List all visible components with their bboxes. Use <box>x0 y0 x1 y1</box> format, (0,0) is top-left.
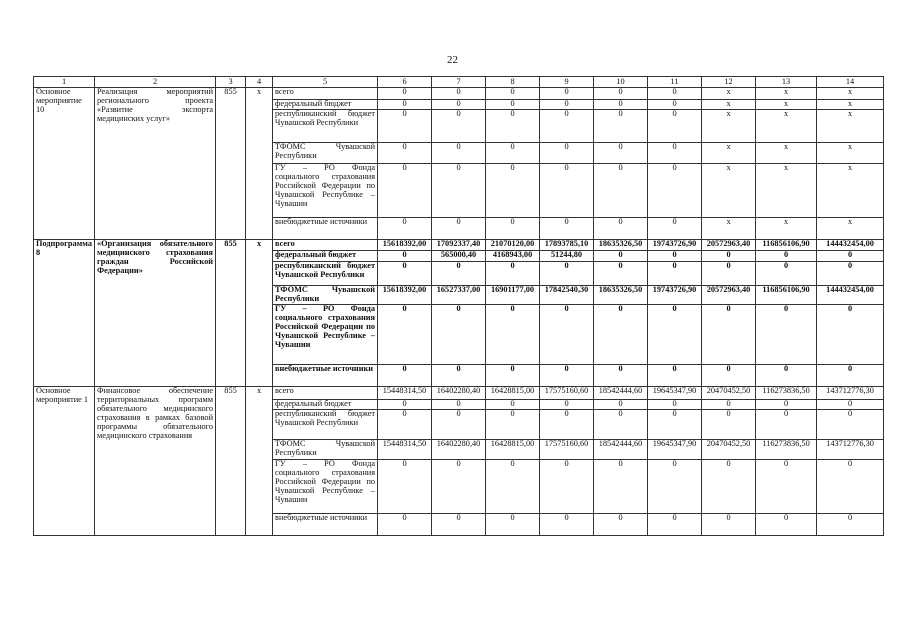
amount-cell: 0 <box>378 460 432 514</box>
amount-cell: 17575160,60 <box>540 387 594 400</box>
amount-cell: 0 <box>594 88 648 100</box>
amount-cell: 0 <box>648 460 702 514</box>
amount-cell: 0 <box>702 460 756 514</box>
amount-cell: 0 <box>594 305 648 365</box>
column-header: 6 <box>378 77 432 88</box>
amount-cell: x <box>817 164 884 218</box>
amount-cell: 16901177,00 <box>486 286 540 305</box>
amount-cell: 0 <box>486 143 540 164</box>
amount-cell: 19743726,90 <box>648 286 702 305</box>
column-header: 10 <box>594 77 648 88</box>
amount-cell: 0 <box>594 218 648 240</box>
amount-cell: x <box>756 88 817 100</box>
column-header: 1 <box>34 77 95 88</box>
amount-cell: 0 <box>540 262 594 286</box>
amount-cell: 20470452,50 <box>702 440 756 460</box>
amount-cell: 19743726,90 <box>648 240 702 251</box>
amount-cell: 0 <box>378 514 432 536</box>
amount-cell: 0 <box>432 218 486 240</box>
amount-cell: 4168943,00 <box>486 251 540 262</box>
amount-cell: 0 <box>540 218 594 240</box>
amount-cell: 0 <box>702 305 756 365</box>
amount-cell: x <box>817 143 884 164</box>
amount-cell: 0 <box>432 262 486 286</box>
amount-cell: 116273836,50 <box>756 387 817 400</box>
amount-cell: 143712776,30 <box>817 440 884 460</box>
funding-source: федеральный бюджет <box>273 100 378 110</box>
amount-cell: 0 <box>702 400 756 410</box>
amount-cell: 18542444,60 <box>594 387 648 400</box>
funding-source: федеральный бюджет <box>273 400 378 410</box>
amount-cell: 51244,80 <box>540 251 594 262</box>
amount-cell: 0 <box>817 514 884 536</box>
marker-cell: x <box>246 240 273 387</box>
amount-cell: x <box>756 143 817 164</box>
amount-cell: 0 <box>432 164 486 218</box>
amount-cell: 15448314,50 <box>378 440 432 460</box>
amount-cell: 0 <box>378 218 432 240</box>
amount-cell: 0 <box>486 460 540 514</box>
column-header: 4 <box>246 77 273 88</box>
column-header: 12 <box>702 77 756 88</box>
amount-cell: 0 <box>594 365 648 387</box>
amount-cell: 0 <box>648 88 702 100</box>
amount-cell: 19645347,90 <box>648 440 702 460</box>
amount-cell: 565000,40 <box>432 251 486 262</box>
program-code: Основное мероприятие 1 <box>34 387 95 536</box>
amount-cell: 0 <box>648 410 702 440</box>
amount-cell: x <box>702 88 756 100</box>
amount-cell: 0 <box>378 88 432 100</box>
funding-source: внебюджетные источники <box>273 514 378 536</box>
amount-cell: 0 <box>648 262 702 286</box>
amount-cell: 0 <box>817 262 884 286</box>
amount-cell: 0 <box>486 400 540 410</box>
amount-cell: 0 <box>432 305 486 365</box>
budget-table <box>33 76 884 536</box>
program-name: Реализация мероприятий регионального проекта «Развитие экспорта медицинских услуг» <box>95 88 216 240</box>
amount-cell: 0 <box>432 410 486 440</box>
amount-cell: x <box>817 88 884 100</box>
amount-cell: 0 <box>648 365 702 387</box>
amount-cell: 144432454,00 <box>817 240 884 251</box>
amount-cell: 0 <box>378 110 432 143</box>
funding-source: республиканский бюджет Чувашской Республики <box>273 410 378 440</box>
amount-cell: 0 <box>540 110 594 143</box>
funding-source: республиканский бюджет Чувашской Республики <box>273 262 378 286</box>
amount-cell: 0 <box>432 143 486 164</box>
amount-cell: 0 <box>432 88 486 100</box>
column-header: 7 <box>432 77 486 88</box>
table-row <box>34 387 884 400</box>
amount-cell: 0 <box>378 262 432 286</box>
funding-source: внебюджетные источники <box>273 218 378 240</box>
funding-source: внебюджетные источники <box>273 365 378 387</box>
amount-cell: 0 <box>594 164 648 218</box>
amount-cell: x <box>756 110 817 143</box>
amount-cell: 0 <box>702 410 756 440</box>
amount-cell: 16527337,00 <box>432 286 486 305</box>
amount-cell: 17575160,60 <box>540 440 594 460</box>
amount-cell: 0 <box>486 218 540 240</box>
amount-cell: x <box>702 143 756 164</box>
amount-cell: 0 <box>756 262 817 286</box>
amount-cell: 0 <box>756 305 817 365</box>
amount-cell: 15618392,00 <box>378 286 432 305</box>
amount-cell: 0 <box>756 514 817 536</box>
amount-cell: 0 <box>756 410 817 440</box>
amount-cell: 0 <box>648 251 702 262</box>
amount-cell: 17842540,30 <box>540 286 594 305</box>
budget-code: 855 <box>216 387 246 536</box>
column-header: 5 <box>273 77 378 88</box>
amount-cell: 144432454,00 <box>817 286 884 305</box>
amount-cell: 0 <box>817 460 884 514</box>
amount-cell: 0 <box>594 110 648 143</box>
amount-cell: 0 <box>540 305 594 365</box>
amount-cell: x <box>702 218 756 240</box>
amount-cell: 16402280,40 <box>432 387 486 400</box>
amount-cell: 0 <box>648 110 702 143</box>
program-name: Финансовое обеспечение территориальных программ обязательного медицинского страхования в рамках базовой программы обязательного медицинского страхования <box>95 387 216 536</box>
amount-cell: 0 <box>648 400 702 410</box>
amount-cell: 0 <box>486 514 540 536</box>
amount-cell: 0 <box>378 100 432 110</box>
amount-cell: 0 <box>540 400 594 410</box>
amount-cell: 0 <box>378 251 432 262</box>
amount-cell: 18635326,50 <box>594 240 648 251</box>
amount-cell: 0 <box>817 400 884 410</box>
amount-cell: 0 <box>486 262 540 286</box>
amount-cell: 0 <box>648 218 702 240</box>
amount-cell: 0 <box>432 365 486 387</box>
marker-cell: x <box>246 88 273 240</box>
amount-cell: x <box>817 218 884 240</box>
amount-cell: x <box>702 100 756 110</box>
amount-cell: 0 <box>817 365 884 387</box>
column-header: 3 <box>216 77 246 88</box>
amount-cell: 20572963,40 <box>702 286 756 305</box>
amount-cell: 0 <box>540 410 594 440</box>
amount-cell: 0 <box>648 164 702 218</box>
program-code: Основное мероприятие 10 <box>34 88 95 240</box>
amount-cell: 0 <box>378 143 432 164</box>
program-name: «Организация обязательного медицинского страхования граждан Российской Федерации» <box>95 240 216 387</box>
program-code: Подпрограмма 8 <box>34 240 95 387</box>
amount-cell: 0 <box>486 410 540 440</box>
funding-source: всего <box>273 88 378 100</box>
budget-code: 855 <box>216 88 246 240</box>
amount-cell: x <box>756 100 817 110</box>
amount-cell: 16402280,40 <box>432 440 486 460</box>
amount-cell: 0 <box>486 365 540 387</box>
amount-cell: 17092337,40 <box>432 240 486 251</box>
amount-cell: 0 <box>540 365 594 387</box>
amount-cell: 0 <box>378 410 432 440</box>
amount-cell: x <box>702 110 756 143</box>
amount-cell: 0 <box>756 251 817 262</box>
column-header: 9 <box>540 77 594 88</box>
amount-cell: x <box>756 164 817 218</box>
amount-cell: x <box>756 218 817 240</box>
amount-cell: 0 <box>432 100 486 110</box>
amount-cell: 19645347,90 <box>648 387 702 400</box>
amount-cell: 0 <box>540 88 594 100</box>
amount-cell: 0 <box>378 164 432 218</box>
amount-cell: 0 <box>540 164 594 218</box>
amount-cell: 0 <box>648 305 702 365</box>
amount-cell: 0 <box>702 365 756 387</box>
budget-code: 855 <box>216 240 246 387</box>
amount-cell: 0 <box>540 460 594 514</box>
amount-cell: 0 <box>594 460 648 514</box>
amount-cell: 143712776,30 <box>817 387 884 400</box>
column-header: 14 <box>817 77 884 88</box>
amount-cell: 0 <box>648 514 702 536</box>
amount-cell: 0 <box>817 251 884 262</box>
header-row <box>34 77 884 88</box>
amount-cell: 21070120,00 <box>486 240 540 251</box>
amount-cell: 0 <box>756 400 817 410</box>
amount-cell: 0 <box>432 110 486 143</box>
amount-cell: 16428815,00 <box>486 387 540 400</box>
amount-cell: 0 <box>432 460 486 514</box>
funding-source: ТФОМС Чувашской Республики <box>273 286 378 305</box>
amount-cell: 0 <box>540 100 594 110</box>
funding-source: ГУ – РО Фонда социального страхования Российской Федерации по Чувашской Республике – Чувашии <box>273 164 378 218</box>
amount-cell: 0 <box>756 365 817 387</box>
amount-cell: 0 <box>594 100 648 110</box>
page-number: 22 <box>447 54 458 66</box>
column-header: 11 <box>648 77 702 88</box>
marker-cell: x <box>246 387 273 536</box>
column-header: 2 <box>95 77 216 88</box>
amount-cell: 0 <box>540 514 594 536</box>
amount-cell: 0 <box>378 365 432 387</box>
amount-cell: 0 <box>486 164 540 218</box>
amount-cell: x <box>817 100 884 110</box>
amount-cell: 0 <box>378 400 432 410</box>
amount-cell: 15448314,50 <box>378 387 432 400</box>
amount-cell: 116856106,90 <box>756 286 817 305</box>
amount-cell: 20470452,50 <box>702 387 756 400</box>
funding-source: всего <box>273 240 378 251</box>
amount-cell: 0 <box>432 400 486 410</box>
amount-cell: x <box>702 164 756 218</box>
amount-cell: 0 <box>594 400 648 410</box>
amount-cell: 0 <box>432 514 486 536</box>
column-header: 8 <box>486 77 540 88</box>
amount-cell: 0 <box>594 251 648 262</box>
amount-cell: 15618392,00 <box>378 240 432 251</box>
amount-cell: 0 <box>486 305 540 365</box>
amount-cell: 0 <box>486 110 540 143</box>
amount-cell: 18542444,60 <box>594 440 648 460</box>
table-row <box>34 88 884 100</box>
amount-cell: 0 <box>486 100 540 110</box>
amount-cell: 0 <box>594 410 648 440</box>
amount-cell: 116273836,50 <box>756 440 817 460</box>
amount-cell: 0 <box>594 143 648 164</box>
table-row <box>34 240 884 251</box>
amount-cell: 20572963,40 <box>702 240 756 251</box>
amount-cell: 0 <box>756 460 817 514</box>
amount-cell: x <box>817 110 884 143</box>
column-header: 13 <box>756 77 817 88</box>
amount-cell: 0 <box>594 262 648 286</box>
amount-cell: 0 <box>648 143 702 164</box>
funding-source: федеральный бюджет <box>273 251 378 262</box>
funding-source: всего <box>273 387 378 400</box>
amount-cell: 16428815,00 <box>486 440 540 460</box>
amount-cell: 0 <box>486 88 540 100</box>
amount-cell: 18635326,50 <box>594 286 648 305</box>
amount-cell: 0 <box>817 410 884 440</box>
amount-cell: 0 <box>540 143 594 164</box>
funding-source: ГУ – РО Фонда социального страхования Российской Федерации по Чувашской Республике – Чувашии <box>273 305 378 365</box>
amount-cell: 116856106,90 <box>756 240 817 251</box>
amount-cell: 0 <box>702 262 756 286</box>
funding-source: ТФОМС Чувашской Республики <box>273 440 378 460</box>
amount-cell: 0 <box>702 251 756 262</box>
funding-source: ТФОМС Чувашской Республики <box>273 143 378 164</box>
amount-cell: 17893785,10 <box>540 240 594 251</box>
amount-cell: 0 <box>378 305 432 365</box>
funding-source: ГУ – РО Фонда социального страхования Российской Федерации по Чувашской Республике – Чувашии <box>273 460 378 514</box>
amount-cell: 0 <box>594 514 648 536</box>
amount-cell: 0 <box>817 305 884 365</box>
amount-cell: 0 <box>702 514 756 536</box>
funding-source: республиканский бюджет Чувашской Республики <box>273 110 378 143</box>
amount-cell: 0 <box>648 100 702 110</box>
